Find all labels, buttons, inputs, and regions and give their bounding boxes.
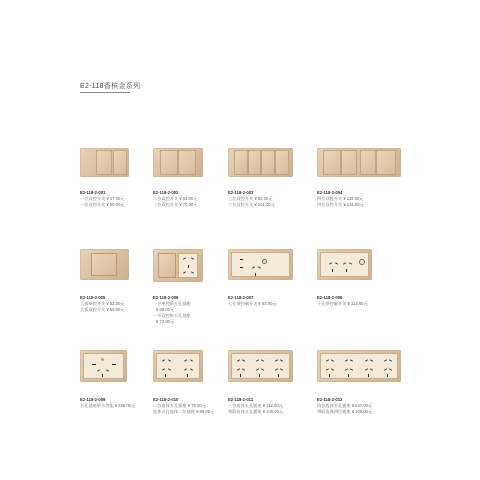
triple-five-hole-socket bbox=[231, 353, 290, 379]
product-code: E2-118-2-008 bbox=[317, 295, 343, 300]
product-price: ¥ 92.00元 bbox=[258, 301, 277, 306]
product-name: 一位双控开关 bbox=[80, 202, 106, 207]
product-name: 四位连体五孔插座 bbox=[317, 403, 351, 408]
product-code: E2-118-2-006 bbox=[153, 295, 179, 300]
switch-panel-image bbox=[80, 148, 129, 177]
product-meta bbox=[317, 397, 372, 415]
product-name: 一位双控开关 bbox=[80, 196, 106, 201]
product-name: 三位双控开关 bbox=[228, 202, 254, 207]
product-price: ¥ 55.00元 bbox=[106, 307, 125, 312]
rocker-key bbox=[160, 150, 178, 175]
product-meta bbox=[228, 190, 275, 208]
product-code: E2-118-2-011 bbox=[228, 397, 254, 402]
product-code: E2-118-2-005 bbox=[80, 295, 106, 300]
product-code: E2-118-2-010 bbox=[153, 397, 179, 402]
product-code: E2-118-2-001 bbox=[80, 190, 106, 195]
product-price: ¥ 52.00元 bbox=[106, 301, 125, 306]
rocker-key bbox=[234, 150, 248, 175]
product-meta bbox=[80, 190, 124, 208]
product-name: 四位双控开关 bbox=[317, 202, 343, 207]
socket-panel-image bbox=[317, 350, 401, 382]
product-meta bbox=[317, 190, 364, 208]
socket-panel-image bbox=[80, 350, 127, 382]
indicator-dot bbox=[359, 259, 365, 265]
product-name: 二位双控开关 bbox=[153, 202, 179, 207]
indicator-dot bbox=[101, 358, 104, 361]
socket-panel-image bbox=[228, 249, 293, 280]
product-meta bbox=[153, 190, 197, 208]
product-name: 带联连体五孔插座 bbox=[228, 409, 262, 414]
switch-panel-image bbox=[317, 148, 401, 177]
five-hole-socket bbox=[178, 253, 198, 278]
quad-five-hole-socket bbox=[320, 353, 398, 379]
rocker-key bbox=[360, 150, 376, 175]
product-meta bbox=[228, 397, 283, 415]
product-price: ¥ 112.00元 bbox=[347, 301, 368, 306]
product-name: 三位双控开关 bbox=[228, 196, 254, 201]
rocker-key bbox=[275, 150, 289, 175]
product-name: 三位连体五孔插座 bbox=[228, 403, 262, 408]
product-meta bbox=[153, 397, 214, 415]
product-price: ¥ 70.00元 bbox=[179, 202, 198, 207]
double-five-hole-socket bbox=[156, 353, 200, 379]
product-name: 大板单控开关 bbox=[80, 301, 106, 306]
product-price: ¥ 64.00元 bbox=[179, 196, 198, 201]
product-name: 大板双控开关 bbox=[80, 307, 106, 312]
product-price: ¥ 69.00元 bbox=[156, 307, 175, 312]
product-price: ¥ 69.00元 bbox=[196, 409, 215, 414]
rocker-key bbox=[341, 150, 357, 175]
product-price: ¥ 119.00元 bbox=[343, 196, 364, 201]
rocker-key bbox=[248, 150, 261, 175]
product-price: ¥ 92.00元 bbox=[254, 196, 273, 201]
product-name: 二位连体五孔插座 bbox=[153, 403, 187, 408]
rocker-key bbox=[376, 150, 396, 175]
product-name: 一开单控带五孔插座 bbox=[153, 301, 191, 306]
socket-panel-image bbox=[228, 350, 293, 382]
seven-hole-socket bbox=[231, 252, 290, 277]
product-price: ¥ 78.00元 bbox=[187, 403, 206, 408]
product-name: 七孔带控制开关 bbox=[228, 301, 258, 306]
rocker-key bbox=[323, 150, 341, 175]
product-name: 带联连体四位插座 bbox=[317, 409, 351, 414]
product-price: ¥ 101.00元 bbox=[254, 202, 275, 207]
product-meta bbox=[80, 397, 135, 409]
product-name: 四位双控开关 bbox=[317, 196, 343, 201]
rocker-key bbox=[261, 150, 275, 175]
socket-panel-image bbox=[153, 350, 203, 382]
product-meta bbox=[317, 295, 368, 307]
title-underline bbox=[80, 92, 130, 93]
large-rocker-key bbox=[91, 253, 117, 276]
product-name: 连体五孔连体二位插座 bbox=[153, 409, 195, 414]
product-meta bbox=[153, 295, 191, 325]
product-name: 十孔带控制开关 bbox=[317, 301, 347, 306]
product-code: E2-118-2-004 bbox=[317, 190, 343, 195]
product-price: ¥ 285.00元 bbox=[114, 403, 136, 408]
switch-panel-image bbox=[153, 148, 203, 177]
rocker-key bbox=[178, 150, 196, 175]
product-price: ¥ 100.00元 bbox=[262, 409, 284, 414]
product-name: 五孔插座带多功能 bbox=[80, 403, 114, 408]
product-price: ¥ 112.00元 bbox=[262, 403, 283, 408]
product-code: E2-118-2-003 bbox=[228, 190, 254, 195]
product-price: ¥ 147.00元 bbox=[351, 403, 373, 408]
product-price: ¥ 108.00元 bbox=[351, 409, 373, 414]
product-price: ¥ 47.00元 bbox=[106, 196, 125, 201]
product-code: E2-118-2-002 bbox=[153, 190, 179, 195]
product-meta bbox=[80, 295, 124, 313]
rocker-key bbox=[96, 150, 112, 175]
series-title: E2-118香槟金系列 bbox=[80, 83, 141, 90]
product-meta bbox=[228, 295, 277, 307]
product-price: ¥ 131.00元 bbox=[343, 202, 364, 207]
ten-hole-socket bbox=[320, 252, 369, 277]
product-price: ¥ 50.00元 bbox=[106, 202, 125, 207]
rocker-key bbox=[158, 253, 176, 278]
switch-panel-image bbox=[80, 249, 129, 280]
multi-function-socket bbox=[83, 353, 124, 379]
switch-panel-image bbox=[228, 148, 293, 177]
socket-panel-image bbox=[317, 249, 372, 280]
socket-panel-image bbox=[153, 249, 203, 282]
product-code: E2-118-2-012 bbox=[317, 397, 343, 402]
product-name: 一开双控带五孔插座 bbox=[153, 313, 191, 318]
product-name: 二位双控开关 bbox=[153, 196, 179, 201]
product-code: E2-118-2-007 bbox=[228, 295, 254, 300]
rocker-key bbox=[113, 150, 127, 175]
product-code: E2-118-2-009 bbox=[80, 397, 106, 402]
product-price: ¥ 72.00元 bbox=[156, 319, 175, 324]
indicator-dot bbox=[262, 259, 267, 264]
